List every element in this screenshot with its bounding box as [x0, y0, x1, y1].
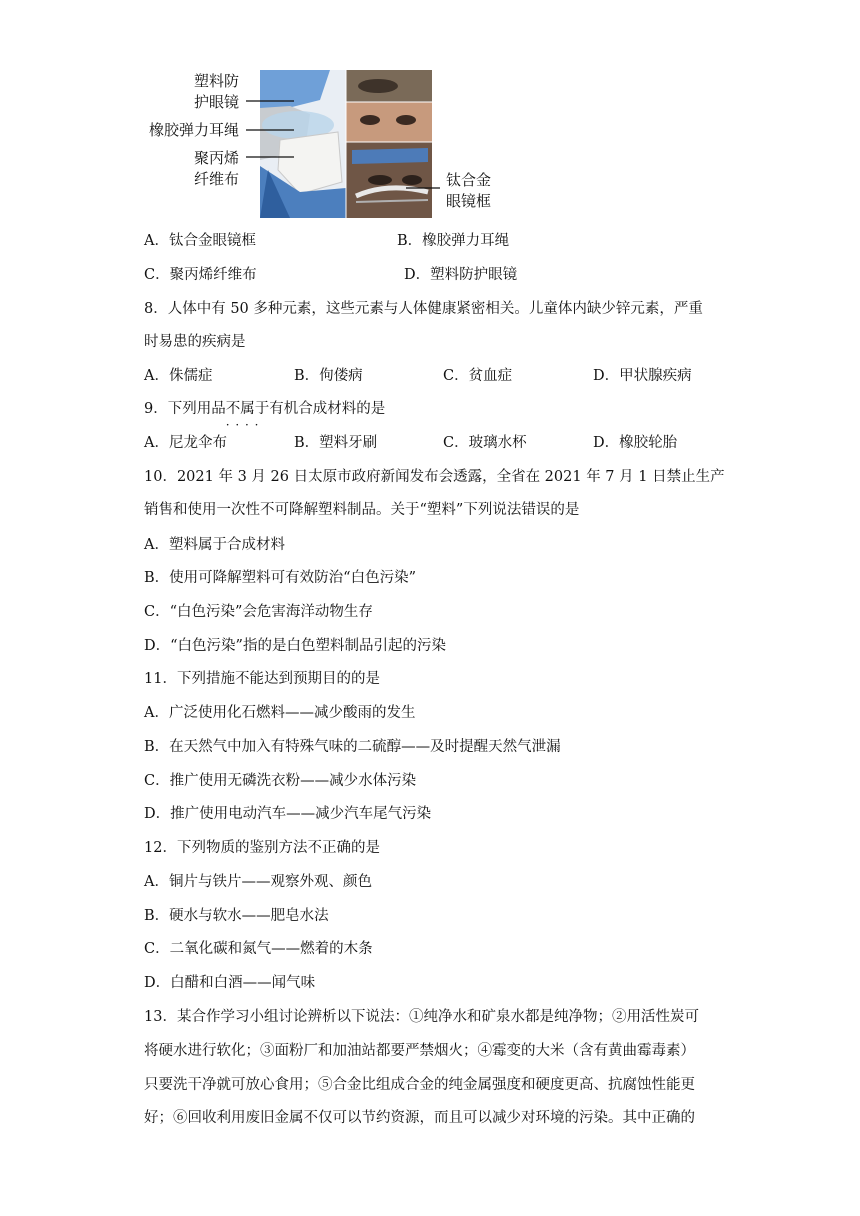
q9-option-b: B．塑料牙刷: [294, 435, 378, 451]
q11-option-d: D．推广使用电动汽车——减少汽车尾气污染: [144, 806, 432, 822]
q10-option-d: D．“白色污染”指的是白色塑料制品引起的污染: [144, 638, 446, 654]
q8-stem-line1: 8．人体中有 50 多种元素，这些元素与人体健康紧密相关。儿童体内缺少锌元素，严重: [144, 301, 703, 317]
q7-option-d: D．塑料防护眼镜: [404, 267, 518, 283]
q13-stem-line2: 将硬水进行软化；③面粉厂和加油站都要严禁烟火；④霉变的大米（含有黄曲霉毒素）: [144, 1043, 695, 1059]
q12-option-c: C．二氧化碳和氮气——燃着的木条: [144, 941, 373, 957]
q9-option-c: C．玻璃水杯: [443, 435, 527, 451]
q7-option-a: A．钛合金眼镜框: [144, 233, 256, 249]
q9-emphasis: 不属于 · · · ·: [226, 401, 270, 417]
fabric-label-line1: 聚丙烯: [194, 149, 240, 167]
q8-option-b: B．佝偻病: [294, 368, 363, 384]
q13-stem-line1: 13．某合作学习小组讨论辨析以下说法：①纯净水和矿泉水都是纯净物；②用活性炭可: [144, 1009, 699, 1025]
ear-rope-label: 橡胶弹力耳绳: [149, 121, 240, 139]
goggles-label-line1: 塑料防: [194, 72, 240, 90]
fabric-label-line2: 纤维布: [194, 170, 240, 188]
q11-option-a: A．广泛使用化石燃料——减少酸雨的发生: [144, 705, 416, 721]
q8-option-c: C．贫血症: [443, 368, 513, 384]
q12-stem: 12．下列物质的鉴别方法不正确的是: [144, 840, 380, 856]
q10-stem-line1: 10．2021 年 3 月 26 日太原市政府新闻发布会透露，全省在 2021 年 7 月 1 日禁止生产: [144, 469, 725, 485]
q8-option-a: A．侏儒症: [144, 368, 213, 384]
q10-option-b: B．使用可降解塑料可有效防治“白色污染”: [144, 570, 416, 586]
q7-option-c: C．聚丙烯纤维布: [144, 267, 257, 283]
q8-option-d: D．甲状腺疾病: [593, 368, 692, 384]
frame-label-line2: 眼镜框: [446, 192, 492, 210]
goggles-label-line2: 护眼镜: [194, 93, 240, 111]
q10-option-c: C．“白色污染”会危害海洋动物生存: [144, 604, 373, 620]
q13-stem-line3: 只要洗干净就可放心食用；⑤合金比组成合金的纯金属强度和硬度更高、抗腐蚀性能更: [144, 1077, 695, 1093]
frame-label-line1: 钛合金: [446, 171, 492, 189]
q11-stem: 11．下列措施不能达到预期目的的是: [144, 671, 380, 687]
q10-stem-line2: 销售和使用一次性不可降解塑料制品。关于“塑料”下列说法错误的是: [144, 502, 580, 518]
q10-option-a: A．塑料属于合成材料: [144, 537, 285, 553]
q11-option-b: B．在天然气中加入有特殊气味的二硫醇——及时提醒天然气泄漏: [144, 739, 561, 755]
q9-option-a: A．尼龙伞布: [144, 435, 227, 451]
q13-stem-line4: 好；⑥回收利用废旧金属不仅可以节约资源，而且可以减少对环境的污染。其中正确的: [144, 1110, 695, 1126]
q12-option-b: B．硬水与软水——肥皂水法: [144, 908, 329, 924]
q8-stem-line2: 时易患的疾病是: [144, 334, 246, 350]
q12-option-a: A．铜片与铁片——观察外观、颜色: [144, 874, 372, 890]
q7-option-b: B．橡胶弹力耳绳: [397, 233, 510, 249]
q9-stem: 9．下列用品不属于 · · · ·有机合成材料的是: [144, 399, 385, 419]
ppe-figure: [144, 64, 504, 222]
q9-option-d: D．橡胶轮胎: [593, 435, 678, 451]
q11-option-c: C．推广使用无磷洗衣粉——减少水体污染: [144, 773, 417, 789]
q12-option-d: D．白醋和白酒——闻气味: [144, 975, 316, 991]
